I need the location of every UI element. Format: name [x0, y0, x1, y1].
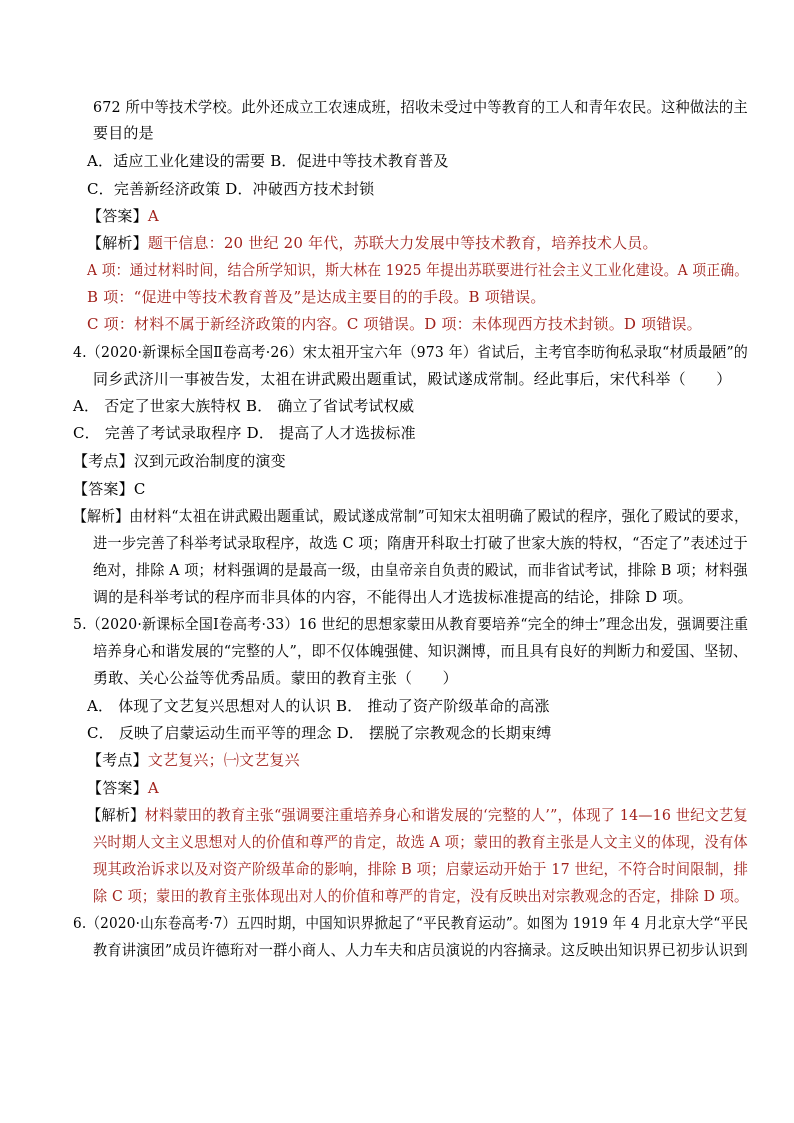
answer-tag: 【答案】 — [87, 779, 148, 797]
analysis-text: 由材料“太祖在讲武殿出题重试，殿试遂成常制”可知宋太祖明确了殿试的程序，强化了殿试的要求， — [129, 507, 749, 525]
analysis-tag: 【解析】 — [73, 507, 130, 525]
q5-analysis-line-4: 除 C 项；蒙田的教育主张体现出对人的价值和尊严的肯定，没有反映出对宗教观念的否定，排除 D 项。 — [93, 887, 749, 905]
q3-answer — [87, 206, 159, 226]
q3-analysis-line-3: B 项：“促进中等技术教育普及”是达成主要目的的手段。B 项错误。 — [87, 288, 546, 306]
q3-analysis-line-1 — [87, 233, 658, 253]
q5-options-cd: C． 反映了启蒙运动生而平等的理念 D． 摆脱了宗教观念的长期束缚 — [87, 724, 552, 742]
q5-topic — [87, 750, 300, 770]
q5-analysis-line-1 — [87, 805, 748, 825]
answer-tag: 【答案】 — [87, 207, 148, 225]
q5-stem-line-3: 勇敢、关心公益等优秀品质。蒙田的教育主张（ ） — [93, 669, 458, 687]
q3-analysis-line-4: C 项：材料不属于新经济政策的内容。C 项错误。D 项：未体现西方技术封锁。D 项错误。 — [87, 315, 702, 333]
answer-value: C — [133, 480, 146, 498]
q3-options-cd: C．完善新经济政策 D．冲破西方技术封锁 — [87, 180, 375, 198]
answer-value: A — [147, 207, 159, 225]
q3-stem-line-2: 要目的是 — [93, 124, 154, 142]
q3-analysis-line-2: A 项：通过材料时间，结合所学知识，斯大林在 1925 年提出苏联要进行社会主义工业化建设。A 项正确。 — [87, 261, 749, 279]
q6-stem-line-1: 6.（2020·山东卷高考·7）五四时期，中国知识界掀起了“平民教育运动”。如图为 1919 年 4 月北京大学“平民 — [73, 914, 749, 932]
q4-stem-line-1: 4.（2020·新课标全国Ⅱ卷高考·26）宋太祖开宝六年（973 年）省试后，主考官李昉徇私录取“材质最陋”的 — [73, 343, 749, 361]
answer-value: A — [147, 779, 159, 797]
q4-options-ab: A． 否定了世家大族特权 B． 确立了省试考试权威 — [73, 397, 415, 415]
q4-analysis-line-4: 调的是科举考试的程序而非具体的内容，不能得出人才选拔标准提高的结论，排除 D 项。 — [93, 588, 693, 606]
q6-stem-line-2: 教育讲演团”成员许德珩对一群小商人、人力车夫和店员演说的内容摘录。这反映出知识界已初步认识到 — [93, 941, 748, 959]
q4-analysis-line-1 — [73, 506, 748, 526]
analysis-text: 题干信息：20 世纪 20 年代，苏联大力发展中等技术教育，培养技术人员。 — [147, 234, 658, 252]
q5-options-ab: A． 体现了文艺复兴思想对人的认识 B． 推动了资产阶级革命的高涨 — [87, 697, 550, 715]
analysis-text: 材料蒙田的教育主张“强调要注重培养身心和谐发展的‘完整的人’”，体现了 14—16 世纪文艺复 — [144, 806, 748, 824]
topic-tag: 【考点】 — [73, 452, 134, 470]
q5-analysis-line-3: 现其政治诉求以及对资产阶级革命的影响，排除 B 项；启蒙运动开始于 17 世纪，不符合时间限制，排 — [93, 860, 749, 878]
q5-analysis-line-2: 兴时期人文主义思想对人的价值和尊严的肯定，故选 A 项；蒙田的教育主张是人文主义的体现，没有体 — [93, 833, 748, 851]
q4-options-cd: C． 完善了考试录取程序 D． 提高了人才选拔标准 — [73, 424, 416, 442]
q5-stem-line-2: 培养身心和谐发展的“完整的人”，即不仅体魄强健、知识渊博，而且具有良好的判断力和爱国、坚韧、 — [93, 642, 748, 660]
q3-options-ab: A．适应工业化建设的需要 B．促进中等技术教育普及 — [87, 152, 449, 170]
q4-stem-line-2: 同乡武济川一事被告发，太祖在讲武殿出题重试，殿试遂成常制。经此事后，宋代科举（ ） — [93, 370, 732, 388]
q5-answer — [87, 778, 159, 798]
q4-analysis-line-3: 绝对，排除 A 项；材料强调的是最高一级，由皇帝亲自负责的殿试，而非省试考试，排除 B 项；材料强 — [93, 561, 748, 579]
q4-topic — [73, 451, 286, 471]
answer-tag: 【答案】 — [73, 480, 134, 498]
analysis-tag: 【解析】 — [87, 806, 145, 824]
q4-analysis-line-2: 进一步完善了科举考试录取程序，故选 C 项；隋唐开科取士打破了世家大族的特权，“否定了”表述过于 — [93, 534, 748, 552]
q3-stem-line-1: 672 所中等技术学校。此外还成立工农速成班，招收未受过中等教育的工人和青年农民。这种做法的主 — [93, 98, 748, 116]
q4-answer — [73, 479, 146, 499]
topic-value: 汉到元政治制度的演变 — [133, 452, 286, 470]
analysis-tag: 【解析】 — [87, 234, 148, 252]
topic-tag: 【考点】 — [87, 751, 148, 769]
topic-value: 文艺复兴；㈠文艺复兴 — [147, 751, 300, 769]
q5-stem-line-1: 5.（2020·新课标全国Ⅰ卷高考·33）16 世纪的思想家蒙田从教育要培养“完全的绅士”理念出发，强调要注重 — [73, 615, 749, 633]
